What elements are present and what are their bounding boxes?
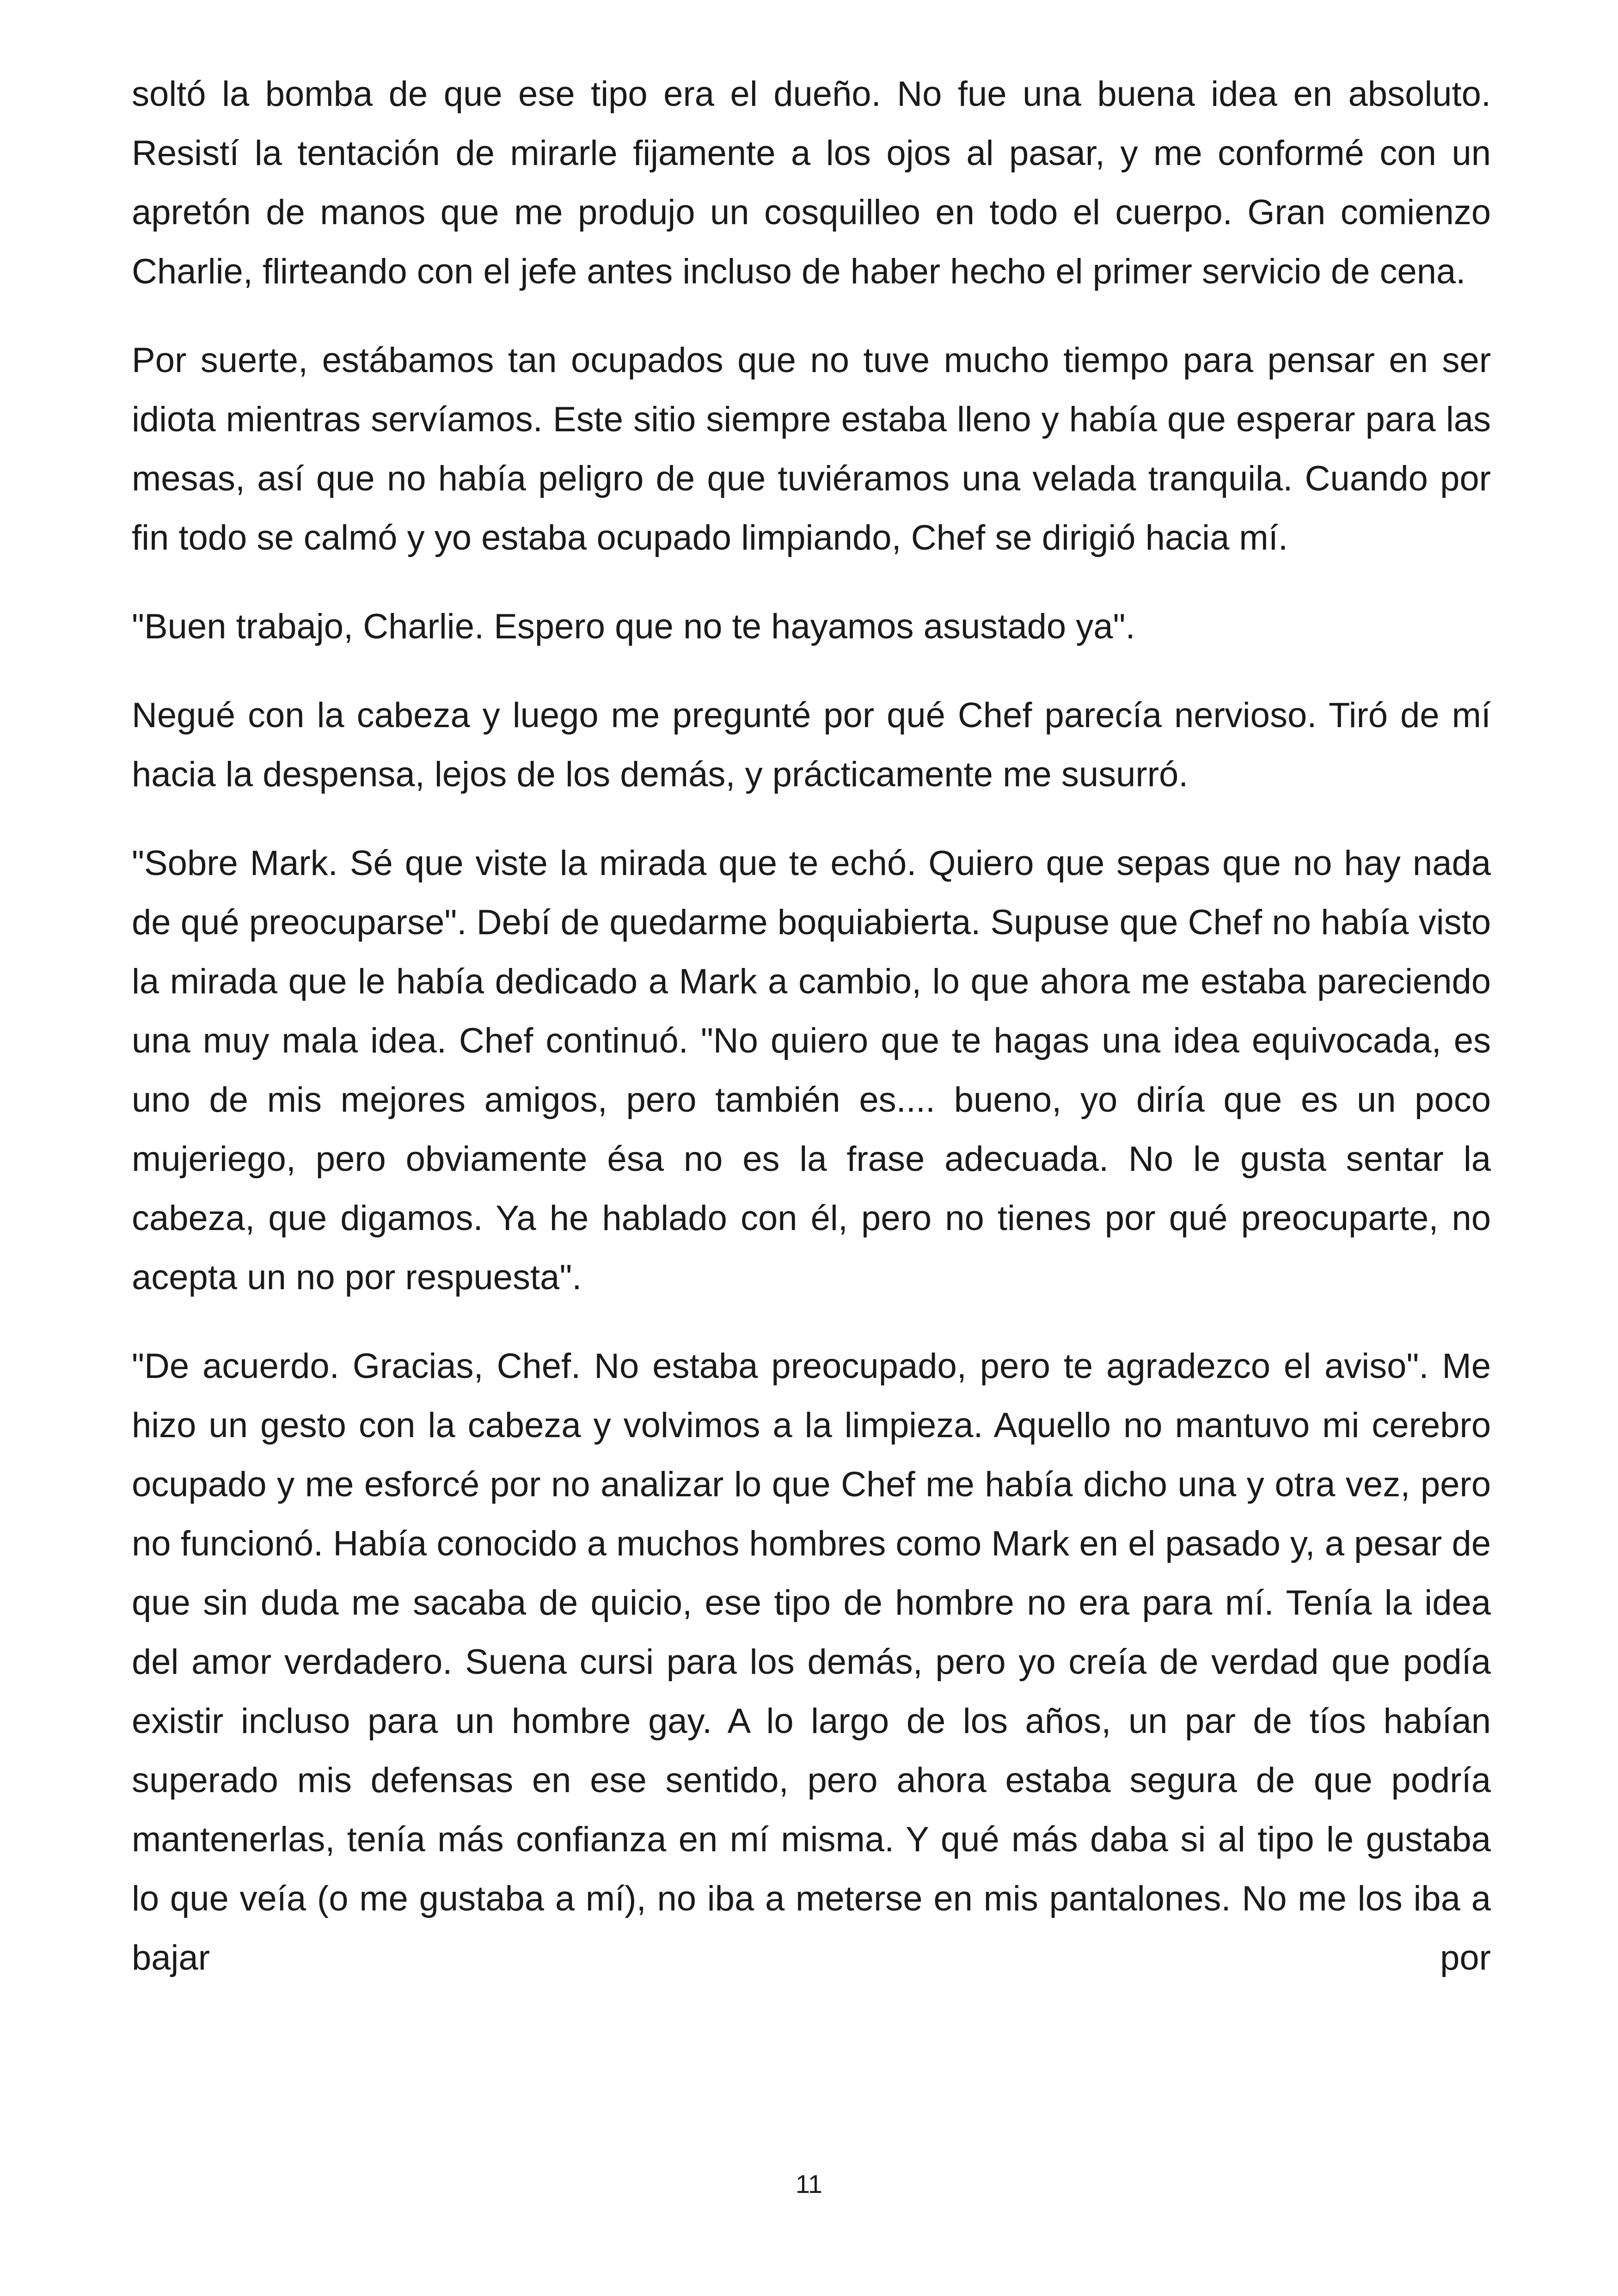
paragraph-4: Negué con la cabeza y luego me pregunté por qué Chef parecía nervioso. Tiró de mí hacia la despensa, lejos de los demás, y prácticamente me susurró. bbox=[132, 696, 1491, 794]
page-number: 11 bbox=[795, 2169, 823, 2198]
paragraph-1: soltó la bomba de que ese tipo era el dueño. No fue una buena idea en absoluto. Resistí la tentación de mirarle fijamente a los ojos al pasar, y me conformé con un apretón de manos que me produjo un cosquilleo en todo el cuerpo. Gran comienzo Charlie, flirteando con el jefe antes incluso de haber hecho el primer servicio de cena. bbox=[132, 74, 1491, 291]
body-text bbox=[132, 65, 1491, 1988]
paragraph-6: "De acuerdo. Gracias, Chef. No estaba preocupado, pero te agradezco el aviso". Me hizo un gesto con la cabeza y volvimos a la limpieza. Aquello no mantuvo mi cerebro ocupado y me esforcé por no analizar lo que Chef me había dicho una y otra vez, pero no funcionó. Había conocido a muchos hombres como Mark en el pasado y, a pesar de que sin duda me sacaba de quicio, ese tipo de hombre no era para mí. Tenía la idea del amor verdadero. Suena cursi para los demás, pero yo creía de verdad que podía existir incluso para un hombre gay. A lo largo de los años, un par de tíos habían superado mis defensas en ese sentido, pero ahora estaba segura de que podría mantenerlas, tenía más confianza en mí misma. Y qué más daba si al tipo le gustaba lo que veía (o me gustaba a mí), no iba a meterse en mis pantalones. No me los iba a bajar por bbox=[132, 1347, 1491, 1978]
paragraph-3: "Buen trabajo, Charlie. Espero que no te hayamos asustado ya". bbox=[132, 607, 1135, 646]
paragraph-5: "Sobre Mark. Sé que viste la mirada que te echó. Quiero que sepas que no hay nada de qué preocuparse". Debí de quedarme boquiabierta. Supuse que Chef no había visto la mirada que le había dedicado a Mark a cambio, lo que ahora me estaba pareciendo una muy mala idea. Chef continuó. "No quiero que te hagas una idea equivocada, es uno de mis mejores amigos, pero también es.... bueno, yo diría que es un poco mujeriego, pero obviamente ésa no es la frase adecuada. No le gusta sentar la cabeza, que digamos. Ya he hablado con él, pero no tienes por qué preocuparte, no acepta un no por respuesta". bbox=[132, 844, 1491, 1297]
paragraph-2: Por suerte, estábamos tan ocupados que no tuve mucho tiempo para pensar en ser idiota mientras servíamos. Este sitio siempre estaba lleno y había que esperar para las mesas, así que no había peligro de que tuviéramos una velada tranquila. Cuando por fin todo se calmó y yo estaba ocupado limpiando, Chef se dirigió hacia mí. bbox=[132, 341, 1491, 557]
